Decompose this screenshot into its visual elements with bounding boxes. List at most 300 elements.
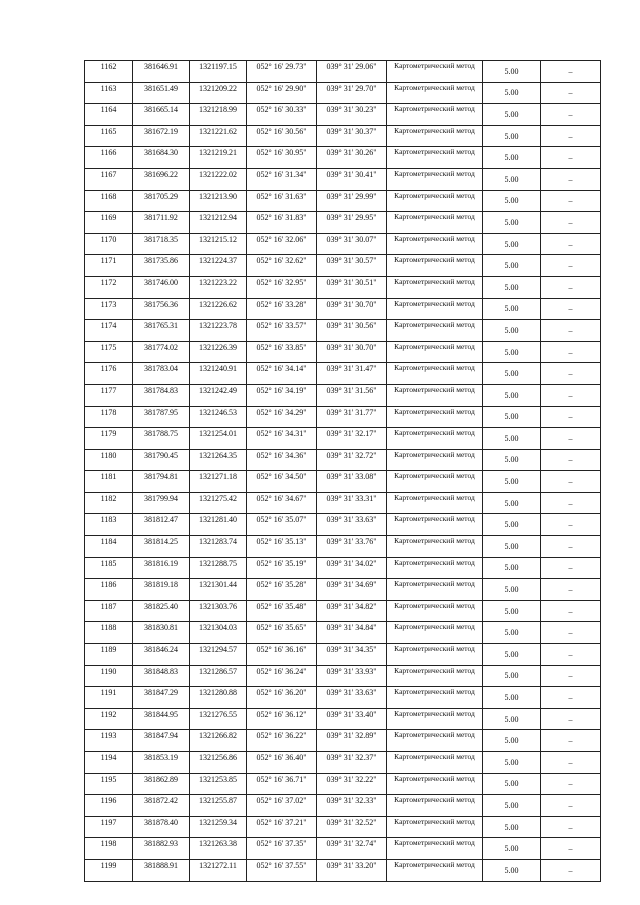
- x-coordinate-cell: 381774.02: [133, 341, 190, 363]
- y-coordinate-cell: 1321255.87: [190, 795, 247, 817]
- longitude-cell: 039° 31' 33.93": [317, 665, 387, 687]
- longitude-cell: 039° 31' 30.57": [317, 255, 387, 277]
- x-coordinate-cell: 381696.22: [133, 168, 190, 190]
- method-cell: Картометрический метод: [387, 579, 483, 601]
- latitude-cell: 052° 16' 35.19": [247, 557, 317, 579]
- note-cell: –: [541, 816, 601, 838]
- longitude-cell: 039° 31' 32.17": [317, 428, 387, 450]
- latitude-cell: 052° 16' 34.67": [247, 492, 317, 514]
- table-row: [85, 600, 601, 622]
- latitude-cell: 052° 16' 29.90": [247, 82, 317, 104]
- accuracy-cell: 5.00: [483, 233, 541, 255]
- accuracy-cell: 5.00: [483, 320, 541, 342]
- method-cell: Картометрический метод: [387, 600, 483, 622]
- table-row: [85, 320, 601, 342]
- x-coordinate-cell: 381812.47: [133, 514, 190, 536]
- point-number-cell: 1194: [85, 752, 133, 774]
- note-cell: –: [541, 622, 601, 644]
- y-coordinate-cell: 1321272.11: [190, 859, 247, 881]
- table-row: [85, 687, 601, 709]
- longitude-cell: 039° 31' 29.99": [317, 190, 387, 212]
- x-coordinate-cell: 381872.42: [133, 795, 190, 817]
- longitude-cell: 039° 31' 31.56": [317, 384, 387, 406]
- table-row: [85, 644, 601, 666]
- x-coordinate-cell: 381756.36: [133, 298, 190, 320]
- note-cell: –: [541, 233, 601, 255]
- method-cell: Картометрический метод: [387, 838, 483, 860]
- table-row: [85, 61, 601, 83]
- table-row: [85, 341, 601, 363]
- table-row: [85, 190, 601, 212]
- accuracy-cell: 5.00: [483, 363, 541, 385]
- x-coordinate-cell: 381846.24: [133, 644, 190, 666]
- point-number-cell: 1195: [85, 773, 133, 795]
- accuracy-cell: 5.00: [483, 492, 541, 514]
- point-number-cell: 1169: [85, 212, 133, 234]
- y-coordinate-cell: 1321253.85: [190, 773, 247, 795]
- y-coordinate-cell: 1321197.15: [190, 61, 247, 83]
- latitude-cell: 052° 16' 34.29": [247, 406, 317, 428]
- accuracy-cell: 5.00: [483, 125, 541, 147]
- y-coordinate-cell: 1321266.82: [190, 730, 247, 752]
- point-number-cell: 1187: [85, 600, 133, 622]
- note-cell: –: [541, 708, 601, 730]
- accuracy-cell: 5.00: [483, 795, 541, 817]
- note-cell: –: [541, 838, 601, 860]
- longitude-cell: 039° 31' 32.37": [317, 752, 387, 774]
- table-row: [85, 730, 601, 752]
- y-coordinate-cell: 1321223.78: [190, 320, 247, 342]
- latitude-cell: 052° 16' 35.48": [247, 600, 317, 622]
- table-row: [85, 471, 601, 493]
- accuracy-cell: 5.00: [483, 708, 541, 730]
- table-row: [85, 579, 601, 601]
- point-number-cell: 1186: [85, 579, 133, 601]
- table-row: [85, 212, 601, 234]
- point-number-cell: 1199: [85, 859, 133, 881]
- accuracy-cell: 5.00: [483, 190, 541, 212]
- table-row: [85, 708, 601, 730]
- table-row: [85, 622, 601, 644]
- x-coordinate-cell: 381888.91: [133, 859, 190, 881]
- latitude-cell: 052° 16' 33.57": [247, 320, 317, 342]
- latitude-cell: 052° 16' 34.14": [247, 363, 317, 385]
- note-cell: –: [541, 82, 601, 104]
- table-row: [85, 795, 601, 817]
- table-row: [85, 104, 601, 126]
- y-coordinate-cell: 1321221.62: [190, 125, 247, 147]
- method-cell: Картометрический метод: [387, 298, 483, 320]
- table-row: [85, 514, 601, 536]
- accuracy-cell: 5.00: [483, 536, 541, 558]
- point-number-cell: 1171: [85, 255, 133, 277]
- y-coordinate-cell: 1321209.22: [190, 82, 247, 104]
- x-coordinate-cell: 381862.89: [133, 773, 190, 795]
- accuracy-cell: 5.00: [483, 406, 541, 428]
- point-number-cell: 1193: [85, 730, 133, 752]
- accuracy-cell: 5.00: [483, 104, 541, 126]
- note-cell: –: [541, 428, 601, 450]
- point-number-cell: 1196: [85, 795, 133, 817]
- point-number-cell: 1192: [85, 708, 133, 730]
- accuracy-cell: 5.00: [483, 147, 541, 169]
- accuracy-cell: 5.00: [483, 622, 541, 644]
- point-number-cell: 1184: [85, 536, 133, 558]
- table-row: [85, 384, 601, 406]
- latitude-cell: 052° 16' 36.40": [247, 752, 317, 774]
- accuracy-cell: 5.00: [483, 428, 541, 450]
- longitude-cell: 039° 31' 30.70": [317, 298, 387, 320]
- latitude-cell: 052° 16' 36.16": [247, 644, 317, 666]
- longitude-cell: 039° 31' 32.22": [317, 773, 387, 795]
- point-number-cell: 1162: [85, 61, 133, 83]
- longitude-cell: 039° 31' 33.63": [317, 514, 387, 536]
- x-coordinate-cell: 381705.29: [133, 190, 190, 212]
- longitude-cell: 039° 31' 30.56": [317, 320, 387, 342]
- table-row: [85, 816, 601, 838]
- longitude-cell: 039° 31' 33.76": [317, 536, 387, 558]
- table-row: [85, 492, 601, 514]
- table-row: [85, 557, 601, 579]
- accuracy-cell: 5.00: [483, 730, 541, 752]
- x-coordinate-cell: 381718.35: [133, 233, 190, 255]
- method-cell: Картометрический метод: [387, 341, 483, 363]
- accuracy-cell: 5.00: [483, 471, 541, 493]
- longitude-cell: 039° 31' 30.37": [317, 125, 387, 147]
- point-number-cell: 1185: [85, 557, 133, 579]
- longitude-cell: 039° 31' 30.51": [317, 276, 387, 298]
- accuracy-cell: 5.00: [483, 276, 541, 298]
- point-number-cell: 1173: [85, 298, 133, 320]
- latitude-cell: 052° 16' 35.28": [247, 579, 317, 601]
- x-coordinate-cell: 381784.83: [133, 384, 190, 406]
- note-cell: –: [541, 730, 601, 752]
- note-cell: –: [541, 514, 601, 536]
- point-number-cell: 1176: [85, 363, 133, 385]
- note-cell: –: [541, 752, 601, 774]
- point-number-cell: 1177: [85, 384, 133, 406]
- point-number-cell: 1170: [85, 233, 133, 255]
- note-cell: –: [541, 320, 601, 342]
- y-coordinate-cell: 1321301.44: [190, 579, 247, 601]
- point-number-cell: 1168: [85, 190, 133, 212]
- longitude-cell: 039° 31' 32.33": [317, 795, 387, 817]
- method-cell: Картометрический метод: [387, 428, 483, 450]
- y-coordinate-cell: 1321263.38: [190, 838, 247, 860]
- x-coordinate-cell: 381765.31: [133, 320, 190, 342]
- method-cell: Картометрический метод: [387, 859, 483, 881]
- method-cell: Картометрический метод: [387, 471, 483, 493]
- table-row: [85, 147, 601, 169]
- longitude-cell: 039° 31' 30.41": [317, 168, 387, 190]
- note-cell: –: [541, 665, 601, 687]
- point-number-cell: 1174: [85, 320, 133, 342]
- method-cell: Картометрический метод: [387, 773, 483, 795]
- note-cell: –: [541, 492, 601, 514]
- longitude-cell: 039° 31' 30.70": [317, 341, 387, 363]
- latitude-cell: 052° 16' 36.24": [247, 665, 317, 687]
- y-coordinate-cell: 1321242.49: [190, 384, 247, 406]
- note-cell: –: [541, 147, 601, 169]
- method-cell: Картометрический метод: [387, 816, 483, 838]
- longitude-cell: 039° 31' 29.70": [317, 82, 387, 104]
- x-coordinate-cell: 381882.93: [133, 838, 190, 860]
- y-coordinate-cell: 1321212.94: [190, 212, 247, 234]
- accuracy-cell: 5.00: [483, 838, 541, 860]
- longitude-cell: 039° 31' 32.52": [317, 816, 387, 838]
- latitude-cell: 052° 16' 36.20": [247, 687, 317, 709]
- method-cell: Картометрический метод: [387, 363, 483, 385]
- longitude-cell: 039° 31' 32.72": [317, 449, 387, 471]
- longitude-cell: 039° 31' 33.40": [317, 708, 387, 730]
- x-coordinate-cell: 381684.30: [133, 147, 190, 169]
- table-row: [85, 752, 601, 774]
- latitude-cell: 052° 16' 36.12": [247, 708, 317, 730]
- method-cell: Картометрический метод: [387, 212, 483, 234]
- note-cell: –: [541, 104, 601, 126]
- method-cell: Картометрический метод: [387, 406, 483, 428]
- point-number-cell: 1163: [85, 82, 133, 104]
- longitude-cell: 039° 31' 34.69": [317, 579, 387, 601]
- note-cell: –: [541, 384, 601, 406]
- y-coordinate-cell: 1321283.74: [190, 536, 247, 558]
- method-cell: Картометрический метод: [387, 255, 483, 277]
- note-cell: –: [541, 471, 601, 493]
- method-cell: Картометрический метод: [387, 752, 483, 774]
- note-cell: –: [541, 168, 601, 190]
- y-coordinate-cell: 1321246.53: [190, 406, 247, 428]
- method-cell: Картометрический метод: [387, 320, 483, 342]
- table-row: [85, 363, 601, 385]
- table-body: [85, 61, 601, 882]
- latitude-cell: 052° 16' 30.95": [247, 147, 317, 169]
- y-coordinate-cell: 1321240.91: [190, 363, 247, 385]
- y-coordinate-cell: 1321223.22: [190, 276, 247, 298]
- longitude-cell: 039° 31' 31.47": [317, 363, 387, 385]
- longitude-cell: 039° 31' 30.26": [317, 147, 387, 169]
- latitude-cell: 052° 16' 34.19": [247, 384, 317, 406]
- note-cell: –: [541, 687, 601, 709]
- x-coordinate-cell: 381790.45: [133, 449, 190, 471]
- accuracy-cell: 5.00: [483, 168, 541, 190]
- coordinates-table: [84, 60, 601, 882]
- point-number-cell: 1189: [85, 644, 133, 666]
- table-row: [85, 406, 601, 428]
- latitude-cell: 052° 16' 32.62": [247, 255, 317, 277]
- point-number-cell: 1183: [85, 514, 133, 536]
- method-cell: Картометрический метод: [387, 644, 483, 666]
- x-coordinate-cell: 381787.95: [133, 406, 190, 428]
- y-coordinate-cell: 1321281.40: [190, 514, 247, 536]
- method-cell: Картометрический метод: [387, 125, 483, 147]
- x-coordinate-cell: 381672.19: [133, 125, 190, 147]
- latitude-cell: 052° 16' 36.71": [247, 773, 317, 795]
- accuracy-cell: 5.00: [483, 752, 541, 774]
- y-coordinate-cell: 1321275.42: [190, 492, 247, 514]
- longitude-cell: 039° 31' 32.74": [317, 838, 387, 860]
- longitude-cell: 039° 31' 34.35": [317, 644, 387, 666]
- x-coordinate-cell: 381746.00: [133, 276, 190, 298]
- latitude-cell: 052° 16' 35.13": [247, 536, 317, 558]
- method-cell: Картометрический метод: [387, 449, 483, 471]
- method-cell: Картометрический метод: [387, 190, 483, 212]
- accuracy-cell: 5.00: [483, 644, 541, 666]
- method-cell: Картометрический метод: [387, 492, 483, 514]
- latitude-cell: 052° 16' 31.63": [247, 190, 317, 212]
- accuracy-cell: 5.00: [483, 557, 541, 579]
- latitude-cell: 052° 16' 34.36": [247, 449, 317, 471]
- accuracy-cell: 5.00: [483, 449, 541, 471]
- accuracy-cell: 5.00: [483, 816, 541, 838]
- table-row: [85, 168, 601, 190]
- latitude-cell: 052° 16' 37.21": [247, 816, 317, 838]
- method-cell: Картометрический метод: [387, 514, 483, 536]
- longitude-cell: 039° 31' 30.23": [317, 104, 387, 126]
- method-cell: Картометрический метод: [387, 276, 483, 298]
- y-coordinate-cell: 1321276.55: [190, 708, 247, 730]
- point-number-cell: 1165: [85, 125, 133, 147]
- accuracy-cell: 5.00: [483, 579, 541, 601]
- latitude-cell: 052° 16' 29.73": [247, 61, 317, 83]
- accuracy-cell: 5.00: [483, 600, 541, 622]
- x-coordinate-cell: 381794.81: [133, 471, 190, 493]
- latitude-cell: 052° 16' 31.83": [247, 212, 317, 234]
- note-cell: –: [541, 363, 601, 385]
- method-cell: Картометрический метод: [387, 61, 483, 83]
- latitude-cell: 052° 16' 33.28": [247, 298, 317, 320]
- latitude-cell: 052° 16' 35.65": [247, 622, 317, 644]
- latitude-cell: 052° 16' 32.95": [247, 276, 317, 298]
- longitude-cell: 039° 31' 29.06": [317, 61, 387, 83]
- note-cell: –: [541, 557, 601, 579]
- longitude-cell: 039° 31' 32.89": [317, 730, 387, 752]
- note-cell: –: [541, 406, 601, 428]
- x-coordinate-cell: 381735.86: [133, 255, 190, 277]
- note-cell: –: [541, 255, 601, 277]
- table-row: [85, 536, 601, 558]
- note-cell: –: [541, 859, 601, 881]
- method-cell: Картометрический метод: [387, 104, 483, 126]
- longitude-cell: 039° 31' 33.31": [317, 492, 387, 514]
- y-coordinate-cell: 1321213.90: [190, 190, 247, 212]
- accuracy-cell: 5.00: [483, 773, 541, 795]
- longitude-cell: 039° 31' 31.77": [317, 406, 387, 428]
- x-coordinate-cell: 381844.95: [133, 708, 190, 730]
- x-coordinate-cell: 381848.83: [133, 665, 190, 687]
- x-coordinate-cell: 381814.25: [133, 536, 190, 558]
- x-coordinate-cell: 381799.94: [133, 492, 190, 514]
- point-number-cell: 1179: [85, 428, 133, 450]
- longitude-cell: 039° 31' 34.02": [317, 557, 387, 579]
- note-cell: –: [541, 212, 601, 234]
- x-coordinate-cell: 381651.49: [133, 82, 190, 104]
- x-coordinate-cell: 381878.40: [133, 816, 190, 838]
- note-cell: –: [541, 449, 601, 471]
- point-number-cell: 1178: [85, 406, 133, 428]
- point-number-cell: 1197: [85, 816, 133, 838]
- table-row: [85, 233, 601, 255]
- point-number-cell: 1167: [85, 168, 133, 190]
- table-row: [85, 125, 601, 147]
- note-cell: –: [541, 579, 601, 601]
- y-coordinate-cell: 1321303.76: [190, 600, 247, 622]
- latitude-cell: 052° 16' 30.33": [247, 104, 317, 126]
- latitude-cell: 052° 16' 36.22": [247, 730, 317, 752]
- y-coordinate-cell: 1321254.01: [190, 428, 247, 450]
- x-coordinate-cell: 381646.91: [133, 61, 190, 83]
- accuracy-cell: 5.00: [483, 82, 541, 104]
- x-coordinate-cell: 381711.92: [133, 212, 190, 234]
- x-coordinate-cell: 381830.81: [133, 622, 190, 644]
- table-row: [85, 82, 601, 104]
- note-cell: –: [541, 298, 601, 320]
- method-cell: Картометрический метод: [387, 168, 483, 190]
- note-cell: –: [541, 61, 601, 83]
- longitude-cell: 039° 31' 33.08": [317, 471, 387, 493]
- x-coordinate-cell: 381783.04: [133, 363, 190, 385]
- x-coordinate-cell: 381819.18: [133, 579, 190, 601]
- longitude-cell: 039° 31' 33.63": [317, 687, 387, 709]
- table-row: [85, 838, 601, 860]
- y-coordinate-cell: 1321286.57: [190, 665, 247, 687]
- x-coordinate-cell: 381816.19: [133, 557, 190, 579]
- note-cell: –: [541, 276, 601, 298]
- method-cell: Картометрический метод: [387, 82, 483, 104]
- longitude-cell: 039° 31' 30.07": [317, 233, 387, 255]
- method-cell: Картометрический метод: [387, 557, 483, 579]
- note-cell: –: [541, 644, 601, 666]
- longitude-cell: 039° 31' 29.95": [317, 212, 387, 234]
- method-cell: Картометрический метод: [387, 708, 483, 730]
- method-cell: Картометрический метод: [387, 730, 483, 752]
- y-coordinate-cell: 1321222.02: [190, 168, 247, 190]
- y-coordinate-cell: 1321294.57: [190, 644, 247, 666]
- y-coordinate-cell: 1321271.18: [190, 471, 247, 493]
- accuracy-cell: 5.00: [483, 255, 541, 277]
- table-row: [85, 298, 601, 320]
- note-cell: –: [541, 190, 601, 212]
- note-cell: –: [541, 773, 601, 795]
- method-cell: Картометрический метод: [387, 536, 483, 558]
- y-coordinate-cell: 1321256.86: [190, 752, 247, 774]
- latitude-cell: 052° 16' 35.07": [247, 514, 317, 536]
- y-coordinate-cell: 1321215.12: [190, 233, 247, 255]
- latitude-cell: 052° 16' 37.55": [247, 859, 317, 881]
- accuracy-cell: 5.00: [483, 384, 541, 406]
- table-row: [85, 859, 601, 881]
- y-coordinate-cell: 1321218.99: [190, 104, 247, 126]
- y-coordinate-cell: 1321304.03: [190, 622, 247, 644]
- table-row: [85, 255, 601, 277]
- point-number-cell: 1175: [85, 341, 133, 363]
- latitude-cell: 052° 16' 37.02": [247, 795, 317, 817]
- note-cell: –: [541, 341, 601, 363]
- method-cell: Картометрический метод: [387, 147, 483, 169]
- latitude-cell: 052° 16' 32.06": [247, 233, 317, 255]
- method-cell: Картометрический метод: [387, 665, 483, 687]
- table-row: [85, 665, 601, 687]
- longitude-cell: 039° 31' 34.84": [317, 622, 387, 644]
- point-number-cell: 1164: [85, 104, 133, 126]
- latitude-cell: 052° 16' 30.56": [247, 125, 317, 147]
- method-cell: Картометрический метод: [387, 384, 483, 406]
- note-cell: –: [541, 125, 601, 147]
- x-coordinate-cell: 381853.19: [133, 752, 190, 774]
- y-coordinate-cell: 1321226.39: [190, 341, 247, 363]
- x-coordinate-cell: 381665.14: [133, 104, 190, 126]
- table-row: [85, 428, 601, 450]
- accuracy-cell: 5.00: [483, 341, 541, 363]
